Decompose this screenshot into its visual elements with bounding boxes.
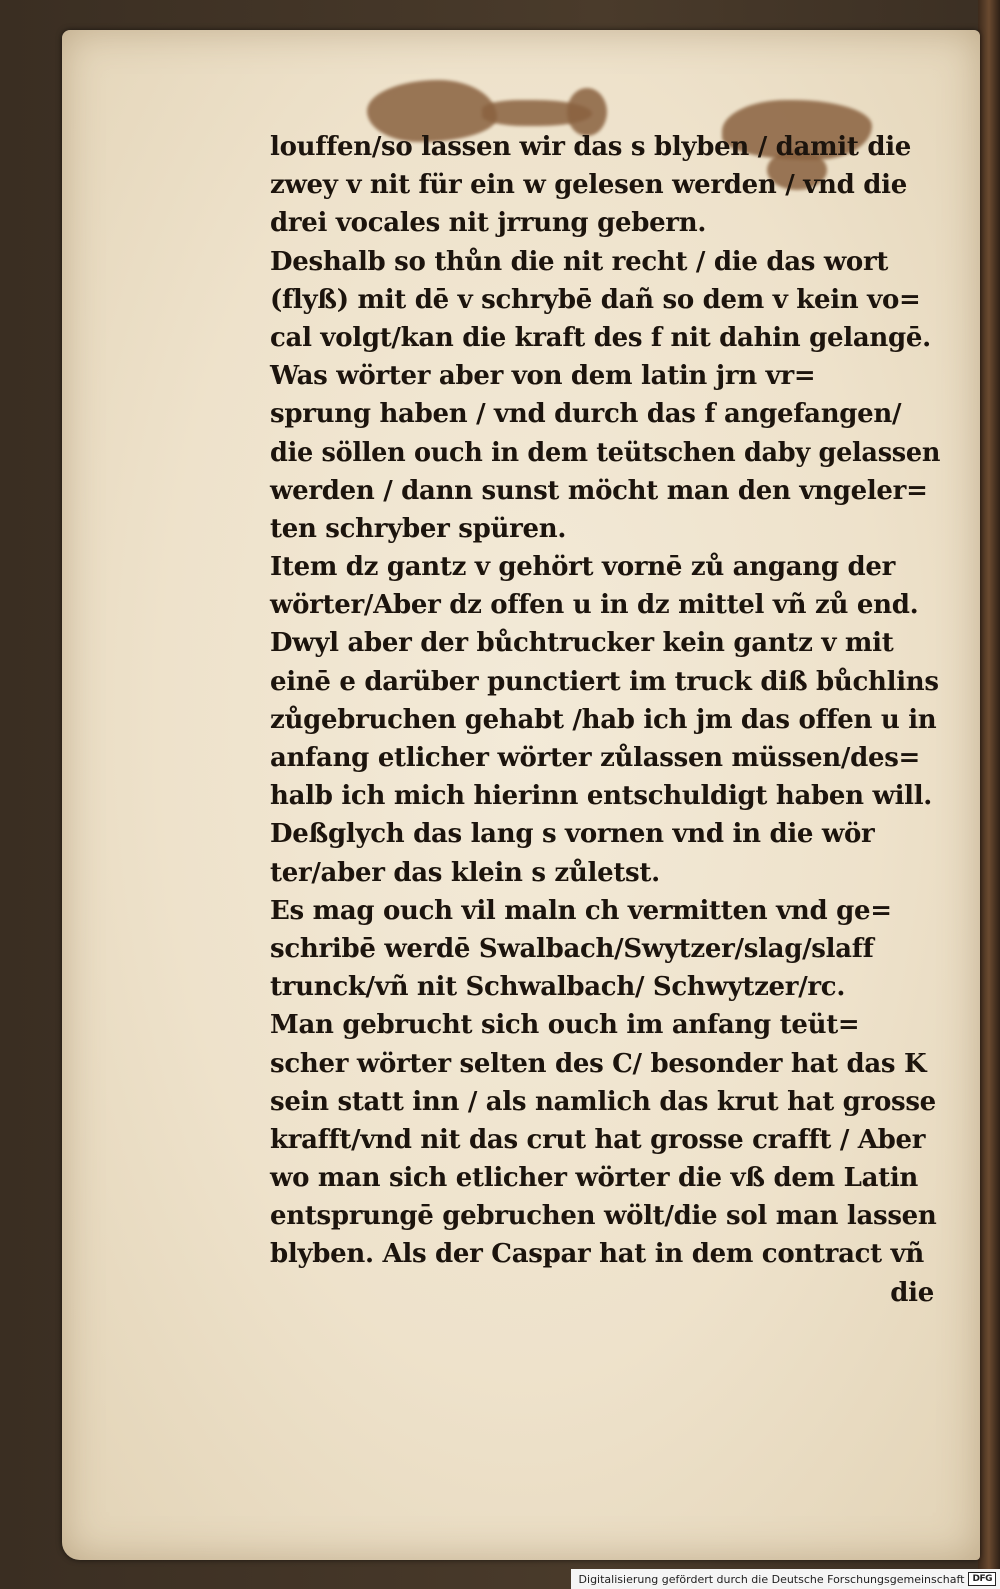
text-line: ten schryber spüren. <box>270 513 567 544</box>
text-line: Es mag ouch vil maln ch vermitten vnd ge= <box>270 895 892 926</box>
text-line: anfang etlicher wörter zůlassen müssen/des= <box>270 743 921 773</box>
text-line: zůgebruchen gehabt /hab ich jm das offen u in <box>270 704 937 735</box>
text-line: zwey v nit für ein w gelesen werden / vnd die <box>270 170 907 201</box>
text-line: Item dz gantz v gehört vornē zů angang der <box>270 552 896 583</box>
text-line: die söllen ouch in dem teütschen daby gelassen <box>270 437 941 468</box>
text-line: krafft/vnd nit das crut hat grosse crafft / Aber <box>270 1124 926 1155</box>
text-line: halb ich mich hierinn entschuldigt haben will. <box>270 781 933 812</box>
text-line: einē e darüber punctiert im truck diß bůchlins <box>270 666 939 697</box>
text-line: werden / dann sunst möcht man den vngeler= <box>270 475 928 506</box>
text-line: entsprungē gebruchen wölt/die sol man lassen <box>270 1201 937 1232</box>
digitization-credit <box>571 1569 1000 1589</box>
dfg-logo: DFG <box>968 1572 996 1586</box>
text-line: blyben. Als der Caspar hat in dem contract vñ <box>270 1239 925 1270</box>
text-line: louffen/so lassen wir das s blyben / damit die <box>270 132 912 162</box>
text-line: sein statt inn / als namlich das krut hat grosse <box>270 1086 936 1117</box>
text-line: ter/aber das klein s zůletst. <box>270 857 660 888</box>
catchword: die <box>890 1277 934 1308</box>
text-line: drei vocales nit jrrung gebern. <box>270 208 707 239</box>
text-line: Dwyl aber der bůchtrucker kein gantz v mit <box>270 628 894 659</box>
text-line: Man gebrucht sich ouch im anfang teüt= <box>270 1010 860 1041</box>
text-line: Deshalb so thůn die nit recht / die das wort <box>270 246 889 277</box>
text-line: (flyß) mit dē v schrybē dañ so dem v kein vo= <box>270 284 921 315</box>
page-text <box>270 128 940 1312</box>
text-line: trunck/vñ nit Schwalbach/ Schwytzer/rc. <box>270 972 846 1003</box>
text-line: sprung haben / vnd durch das f angefangen/ <box>270 399 902 430</box>
book-edge <box>978 0 1000 1589</box>
text-line: scher wörter selten des C/ besonder hat das K <box>270 1048 927 1079</box>
text-line: Deßglych das lang s vornen vnd in die wör <box>270 819 875 850</box>
text-line: Was wörter aber von dem latin jrn vr= <box>270 361 816 392</box>
text-line: cal volgt/kan die kraft des f nit dahin gelangē. <box>270 322 931 353</box>
text-line: wörter/Aber dz offen u in dz mittel vñ zů end. <box>270 590 919 621</box>
text-line: schribē werdē Swalbach/Swytzer/slag/slaff <box>270 933 874 964</box>
credit-text: Digitalisierung gefördert durch die Deutsche Forschungsgemeinschaft <box>578 1572 965 1586</box>
text-line: wo man sich etlicher wörter die vß dem Latin <box>270 1163 919 1194</box>
